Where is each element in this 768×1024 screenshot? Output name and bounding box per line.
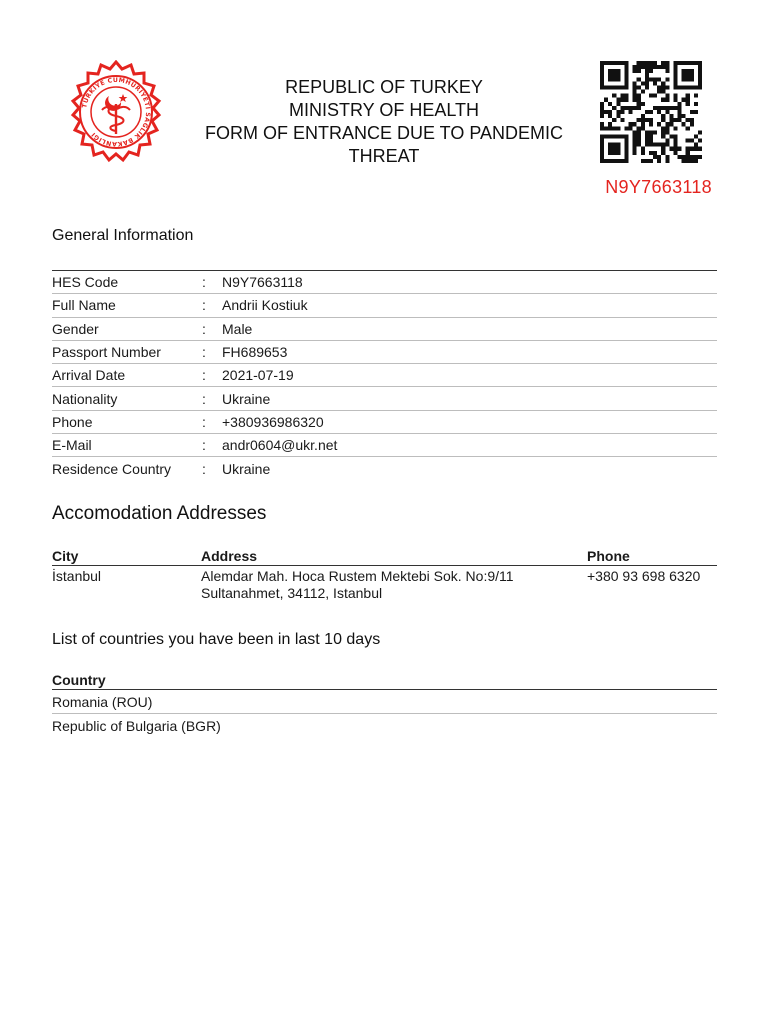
info-row-nationality xyxy=(52,387,717,410)
row-label: Residence Country xyxy=(52,461,172,478)
general-info-heading: General Information xyxy=(52,227,194,244)
cell-city: İstanbul xyxy=(52,568,102,584)
info-row-phone xyxy=(52,411,717,434)
row-value: 2021-07-19 xyxy=(222,367,294,384)
cell-phone: +380 93 698 6320 xyxy=(587,568,701,584)
svg-text:TÜRKİYE CUMHURİYETİ SAĞLIK BAK: TÜRKİYE CUMHURİYETİ SAĞLIK BAKANLIĞI xyxy=(81,76,152,148)
column-header-country: Country xyxy=(52,670,717,690)
row-separator: : xyxy=(202,413,206,430)
list-item: Romania (ROU) xyxy=(52,690,717,714)
row-label: HES Code xyxy=(52,274,119,291)
info-row-gender xyxy=(52,318,717,341)
column-header-phone: Phone xyxy=(587,547,630,564)
row-value: FH689653 xyxy=(222,344,288,361)
title-country: REPUBLIC OF TURKEY xyxy=(285,77,483,97)
accommodation-heading: Accomodation Addresses xyxy=(52,503,267,524)
row-label: Arrival Date xyxy=(52,367,126,384)
row-value: Ukraine xyxy=(222,461,271,478)
info-row-arrival-date xyxy=(52,364,717,387)
document-header xyxy=(0,0,768,210)
row-value: Ukraine xyxy=(222,390,271,407)
accommodation-table xyxy=(52,546,717,602)
row-value: Andrii Kostiuk xyxy=(222,297,308,314)
row-label: Nationality xyxy=(52,390,118,407)
title-form: FORM OF ENTRANCE DUE TO PANDEMIC THREAT xyxy=(204,123,564,166)
hes-code-header: N9Y7663118 xyxy=(605,177,712,197)
countries-heading: List of countries you have been in last 10 days xyxy=(52,631,381,648)
row-label: Passport Number xyxy=(52,344,161,361)
row-separator: : xyxy=(202,274,206,291)
list-item: Republic of Bulgaria (BGR) xyxy=(52,718,221,734)
row-value: Male xyxy=(222,320,253,337)
table-header-row xyxy=(52,546,717,566)
row-separator: : xyxy=(202,344,206,361)
column-header-city: City xyxy=(52,547,79,564)
row-separator: : xyxy=(202,390,206,407)
cell-address: Alemdar Mah. Hoca Rustem Mektebi Sok. No:9/11 Sultanahmet, 34112, Istanbul xyxy=(201,568,514,601)
ministry-seal-logo xyxy=(62,60,170,168)
row-separator: : xyxy=(202,320,206,337)
row-separator: : xyxy=(202,461,206,478)
row-separator: : xyxy=(202,367,206,384)
row-label: Phone xyxy=(52,413,93,430)
general-info-table xyxy=(52,270,717,481)
row-value: N9Y7663118 xyxy=(222,274,303,291)
info-row-full-name xyxy=(52,294,717,317)
row-separator: : xyxy=(202,297,206,314)
title-ministry: MINISTRY OF HEALTH xyxy=(288,100,480,120)
countries-table xyxy=(52,670,717,738)
info-row-hes-code xyxy=(52,271,717,294)
qr-code xyxy=(597,61,705,163)
row-label: Gender xyxy=(52,320,99,337)
document-title xyxy=(190,76,578,168)
info-row-email xyxy=(52,434,717,457)
row-label: E-Mail xyxy=(52,437,92,454)
table-row xyxy=(52,566,717,602)
row-value: +380936986320 xyxy=(222,413,324,430)
row-separator: : xyxy=(202,437,206,454)
info-row-passport-number xyxy=(52,341,717,364)
row-label: Full Name xyxy=(52,297,116,314)
info-row-residence-country xyxy=(52,457,717,480)
column-header-address: Address xyxy=(201,547,258,564)
row-value: andr0604@ukr.net xyxy=(222,437,338,454)
